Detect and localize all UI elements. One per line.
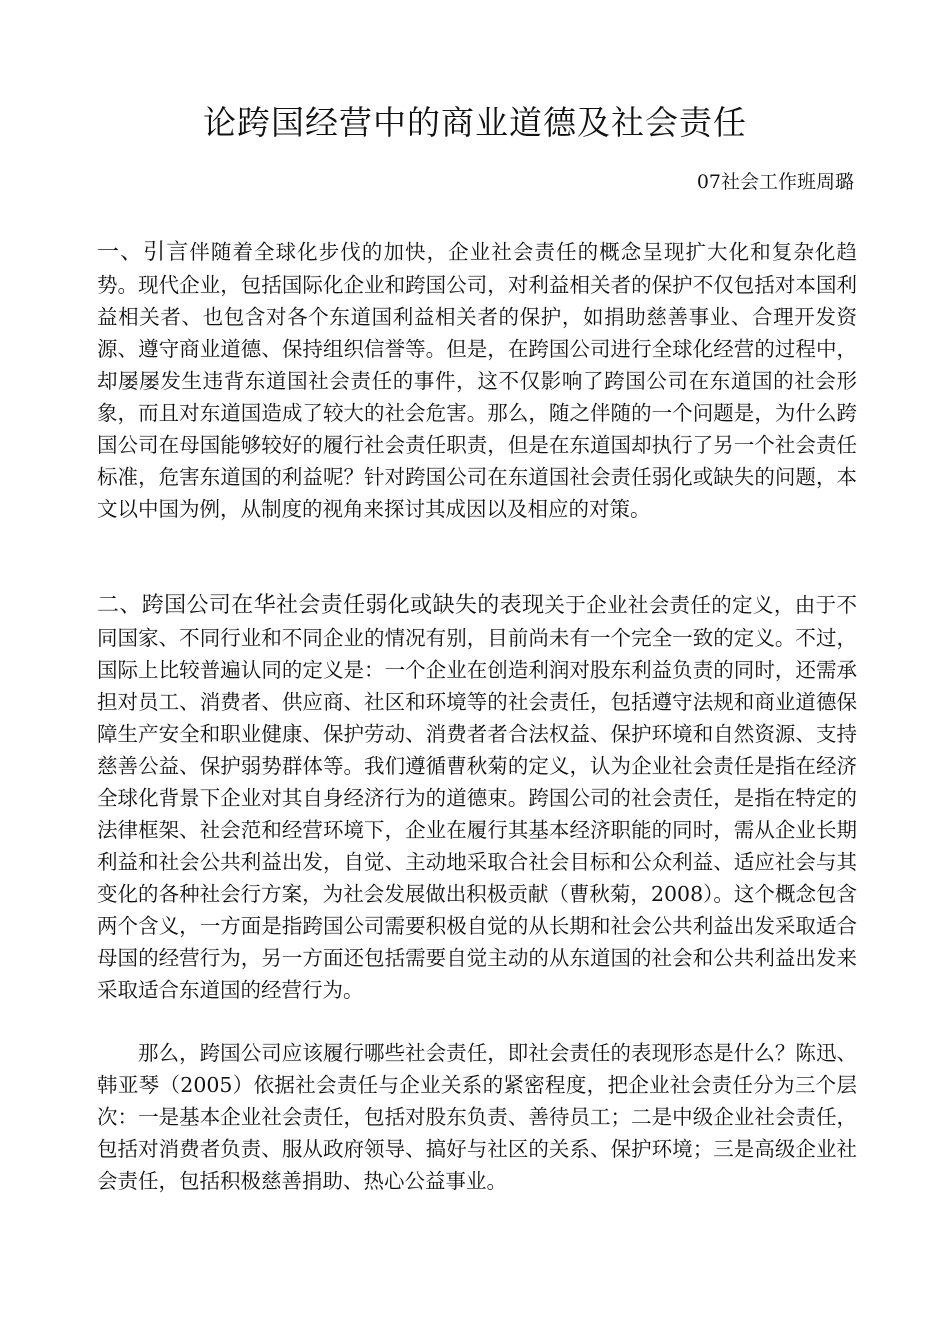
section-text-introduction: 伴随着全球化步伐的加快，企业社会责任的概念呈现扩大化和复杂化趋势。现代企业，包括国际化企业和跨国公司，对利益相关者的保护不仅包括对本国利益相关者、也包含对各个东道国利益相关者的保护，如捐助慈善事业、合理开发资源、遵守商业道德、保持组织信誉等。但是，在跨国公司进行全球化经营的过程中，却屡屡发生违背东道国社会责任的事件，这不仅影响了跨国公司在东道国的社会形象，而且对东道国造成了较大的社会危害。那么，随之伴随的一个问题是，为什么跨国公司在母国能够较好的履行社会责任职责，但是在东道国却执行了另一个社会责任标准，危害东道国的利益呢？针对跨国公司在东道国社会责任弱化或缺失的问题，本文以中国为例，从制度的视角来探讨其成因以及相应的对策。 <box>97 240 857 521</box>
section-text-manifestation: 关于企业社会责任的定义，由于不同国家、不同行业和不同企业的情况有别，目前尚未有一个完全一致的定义。不过，国际上比较普遍认同的定义是：一个企业在创造利润对股东利益负责的同时，还需承担对员工、消费者、供应商、社区和环境等的社会责任，包括遵守法规和商业道德保障生产安全和职业健康、保护劳动、消费者者合法权益、保护环境和自然资源、支持慈善公益、保护弱势群体等。我们遵循曹秋菊的定义，认为企业社会责任是指在经济全球化背景下企业对其自身经济行为的道德束。跨国公司的社会责任，是指在特定的法律框架、社会范和经营环境下，企业在履行其基本经济职能的同时，需从企业长期利益和社会公共利益出发，自觉、主动地采取合社会目标和公众利益、适应社会与其变化的各种社会行方案，为社会发展做出积极贡献（曹秋菊，2008）。这个概念包含两个含义，一方面是指跨国公司需要积极自觉的从长期和社会公共利益出发采取适合母国的经营行为，另一方面还包括需要自觉主动的从东道国的社会和公共利益出发来采取适合东道国的经营行为。 <box>97 593 857 1002</box>
section-heading-introduction: 一、引言 <box>97 240 190 265</box>
section-heading-manifestation: 二、跨国公司在华社会责任弱化或缺失的表现 <box>97 593 545 618</box>
section-manifestation <box>97 589 857 1006</box>
paragraph-responsibility-levels: 那么，跨国公司应该履行哪些社会责任，即社会责任的表现形态是什么？陈迅、韩亚琴（2005）依据社会责任与企业关系的紧密程度，把企业社会责任分为三个层次：一是基本企业社会责任，包括对股东负责、善待员工；二是中级企业社会责任，包括对消费者负责、服从政府领导、搞好与社区的关系、保护环境；三是高级企业社会责任，包括积极慈善捐助、热心公益事业。 <box>97 1041 857 1193</box>
document-title: 论跨国经营中的商业道德及社会责任 <box>203 103 747 142</box>
author-line: 07社会工作班周璐 <box>696 171 854 193</box>
section-introduction <box>97 236 857 525</box>
